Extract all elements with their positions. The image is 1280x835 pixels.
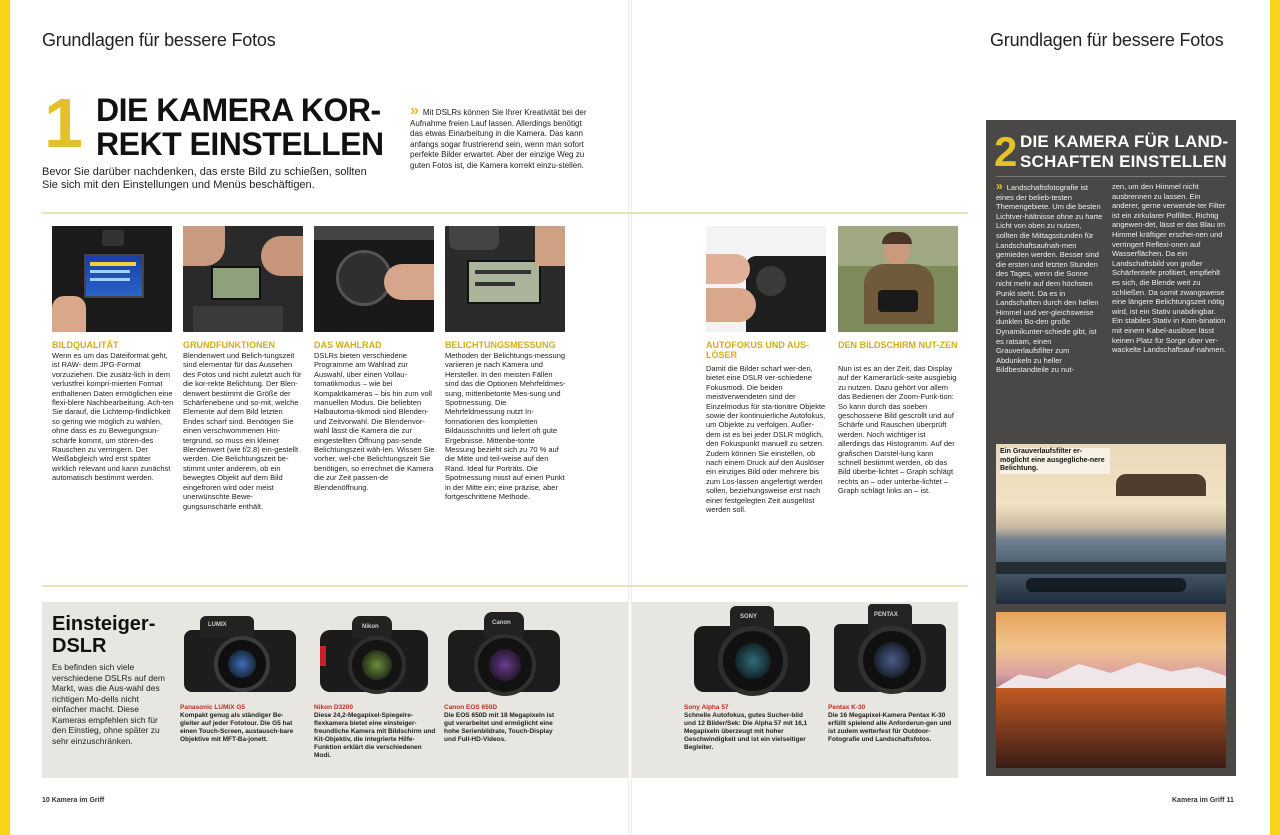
camera-image-pentax: [830, 600, 950, 698]
section1-title-line1: DIE KAMERA KOR-: [96, 92, 381, 128]
section1-sidebar-text: Mit DSLRs können Sie Ihrer Kreativität bei der Aufnahme freien Lauf lassen. Allerdings benötigt das etwas Einarbeitung in die Kamera. Das kann anfangs sogar frustrierend sein, wenn man sofort perfekte Bilder erwartet. Aber der einzige Weg zu guten Fotos ist, die Kamera korrekt einzu-stellen.: [410, 108, 587, 170]
camera-name: Pentax K-30: [828, 704, 866, 711]
camera-caption-pentax: [828, 704, 954, 744]
chevron-quote-icon: »: [410, 102, 419, 119]
camera-name: Canon EOS 650D: [444, 704, 498, 711]
bottom-divider: [42, 585, 968, 587]
camera-brand-label: Nikon: [362, 624, 379, 630]
column-body-grundfunktionen: Blendenwert und Belich-tungszeit sind elementar für das Aussehen des Fotos und nicht zuletzt auch für die kor-rekte Belichtung. Der Blen-denwert bestimmt die Größe der Schärfenebene und so-mit, welche Elemente auf dem Bild letzten Endes scharf sind. Benötigen Sie einen verschwommenen Hin-tergrund, so muss ein kleiner Blendenwert (wie f/2.8) ein-gestellt werden. Die Belichtungszeit be-stimmt unter anderem, ob ein bewegtes Objekt auf dem Bild eingefroren wird oder meist unerwünschte Bewe-gungsunschärfe enthält.: [183, 351, 302, 511]
camera-caption-canon: [444, 704, 566, 744]
section-number-2: 2: [994, 128, 1018, 175]
camera-image-nikon: [314, 612, 434, 698]
column-body-belichtungsmessung: Methoden der Belichtungs-messung variieren je nach Kamera und Hersteller. In den meisten Fällen sind das die Optionen Mehrfeldmes-sung, mittenbetonte Mes-sung und Spotmessung. Die Mehrfeldmessung nutzt In-formationen des kompletten Bildausschnitts und liefert oft gute Ergebnisse. Mittenbe-tonte Messung bezieht sich zu 70 % auf die Mitte und teil-weise auf den Rand. Ideal für Porträts. Die Spotmessung misst auf einen Punkt in der Mitte ein; eine präzise, aber fortgeschrittene Methode.: [445, 351, 566, 502]
right-page-edge: [1270, 0, 1280, 835]
photo-camera-top-display: [183, 226, 303, 332]
photo-man-with-camera: [838, 226, 958, 332]
camera-image-sony: [692, 602, 812, 698]
camera-brand-label: PENTAX: [874, 612, 898, 618]
column-title-wahlrad: DAS WAHLRAD: [314, 340, 382, 350]
photo-autofocus-button: [706, 226, 826, 332]
dslr-band-title-line1: Einsteiger-: [52, 613, 156, 635]
section2-column-1-text: Landschaftsfotografie ist eines der belieb-testen Themengebiete. Um die besten Lichtver-hältnisse ohne zu harte Licht von oben zu nutzen, sollten die Mittagsstunden für Landschaftsaufnah-men gemieden werden. Besser sind die ersten und letzten Stunden des Tages, wenn die Sonne nicht mehr auf dem höchsten Punkt steht. Da es in Landschaften durch den hellen Himmel und ver-gleichsweise dunklen Bo-den große Dynamikunter-schiede gibt, ist es ratsam, einen Grauverlaufsfilter zum Abdunkeln zu heller Bildbestandteile zu nut-: [996, 183, 1103, 375]
camera-caption-panasonic: [180, 704, 302, 744]
camera-name: Sony Alpha 57: [684, 704, 729, 711]
left-page-footer: 10 Kamera im Griff: [42, 797, 105, 804]
dslr-band-intro: Es befinden sich viele verschiedene DSLRs auf dem Markt, was die Aus-wahl des richtigen Mo-dells nicht einfacher macht. Diese Kameras empfehlen sich für den Einstieg, ohne später zu sehr einzuschränken.: [52, 662, 165, 746]
photo-seaside-castle: [996, 444, 1226, 604]
column-title-bildschirm: DEN BILDSCHIRM NUT-ZEN: [838, 340, 958, 350]
landscape-settings-box: [986, 120, 1236, 776]
column-title-grundfunktionen: GRUNDFUNKTIONEN: [183, 340, 275, 350]
dslr-band-title-line2: DSLR: [52, 635, 107, 657]
left-running-header: Grundlagen für bessere Fotos: [42, 30, 276, 50]
camera-description: Schnelle Autofokus, gutes Sucher-bild und 12 Bilder/Sek: Die Alpha 57 mit 16,1 Megapixeln überzeugt mit hoher Geschwindigkeit und ist ein vielseitiger Begleiter.: [684, 712, 808, 751]
camera-name: Nikon D3200: [314, 704, 354, 711]
column-body-wahlrad: DSLRs bieten verschiedene Programme am Wahlrad zur Auswahl, über einen Vollau-tomatikmodus – wie bei Kompaktkameras – bis hin zum voll manuellen Modus. Die beliebten Halbautoma-tikmodi sind Blenden- und Zeitvorwahl. Die Blendenvor-wahl lässt die Kamera die zur eingestellten Öffnung pas-sende Belichtungszeit wäh-len. Wissen Sie vorher, wel-che Belichtungszeit Sie benötigen, so errechnet die Kamera die zur Zeit passen-de Blendenöffnung.: [314, 351, 435, 492]
camera-name: Panasonic LUMIX G5: [180, 704, 246, 711]
camera-caption-nikon: [314, 704, 436, 760]
camera-description: Die EOS 650D mit 18 Megapixeln ist gut verarbeitet und ermöglicht eine hohe Serienbildrate, Touch-Display und Full-HD-Videos.: [444, 712, 555, 743]
camera-description: Diese 24,2-Megapixel-Spiegelre-flexkamera bietet eine einsteiger-freundliche Kamera mit Bildschirm und Kit-Objektiv, die integrierte Hilfe-Funktion erklärt die verschiedenen Modi.: [314, 712, 436, 759]
section2-title-line1: DIE KAMERA FÜR LAND-: [1020, 132, 1229, 151]
section2-divider: [996, 176, 1226, 177]
seaside-photo-caption: Ein Grauverlaufsfilter er-möglicht eine ausgegliche-nere Belichtung.: [1000, 448, 1110, 474]
section2-column-1: [996, 179, 1104, 375]
photo-mountain-sunset: [996, 612, 1226, 768]
camera-description: Die 16 Megapixel-Kamera Pentax K-30 erfüllt spielend alle Anforderun-gen und ist zudem wetterfest für Outdoor-Fotografie und Landschaftsfotos.: [828, 712, 952, 743]
camera-image-canon: [444, 606, 564, 698]
camera-brand-label: SONY: [740, 614, 758, 620]
section2-title-line2: SCHAFTEN EINSTELLEN: [1020, 152, 1227, 171]
column-body-bildschirm: Nun ist es an der Zeit, das Display auf der Kamerarück-seite ausgiebig zu nutzen. Dazu gehört vor allem das Bedienen der Zoom-Funk-tion: So kann durch das soeben geschossene Bild gescrollt und auf Schärfe und Rauschen überprüft werden. Noch wichtiger ist allerdings das Histogramm. Auf der grafischen Darstel-lung kann schnell bestimmt werden, ob das Bild überbe-lichtet – Graph schlägt rechts an – oder unterbe-lichtet – Graph schlägt links an – ist.: [838, 364, 957, 496]
camera-brand-label: LUMIX: [208, 622, 227, 628]
top-divider: [42, 212, 968, 214]
section1-intro: Bevor Sie darüber nachdenken, das erste Bild zu schießen, sollten Sie sich mit den Einstellungen und Menüs beschäftigen.: [42, 166, 367, 191]
left-page-edge: [0, 0, 10, 835]
section1-sidebar: [410, 102, 592, 171]
photo-camera-menu: [52, 226, 172, 332]
camera-brand-label: Canon: [492, 620, 511, 626]
camera-image-panasonic: [180, 612, 300, 698]
column-body-autofokus: Damit die Bilder scharf wer-den, bietet eine DSLR ver-schiedene Fokusmodi. Die beiden meistverwendeten sind der Einzelmodus für sta-tionäre Objekte sowie der kontinuierliche Autofokus, um Objekte zu verfolgen. Außer-dem ist es bei jeder DSLR möglich, den Fokuspunkt manuell zu setzen. Zudem können Sie einstellen, ob nach einem Druck auf den Auslöser ein einziges Bild oder mehrere bis zum Los-lassen angefertigt werden sollen, beziehungsweise erst nach einer festgelegten Zeit ausgelöst werden soll.: [706, 364, 826, 515]
section-number-1: 1: [44, 84, 83, 162]
camera-description: Kompakt genug als ständiger Be-gleiter auf jeder Fototour. Die G5 hat einen Touch-Screen, austausch-bare Objektive mit MFT-Ba-jonett.: [180, 712, 294, 743]
photo-mode-dial: [314, 226, 434, 332]
column-title-bildqualitaet: BILDQUALITÄT: [52, 340, 119, 350]
column-title-belichtungsmessung: BELICHTUNGSMESSUNG: [445, 340, 556, 350]
column-title-autofokus: AUTOFOKUS UND AUS-LÖSER: [706, 340, 809, 360]
column-body-bildqualitaet: Wenn es um das Dateiformat geht, ist RAW- dem JPG-Format vorzuziehen. Die zusätz-lich in dem verlustfrei kompri-mierten Format enthaltenen Daten ermöglichen eine flexi-blere Nachbearbeitung. Ach-ten Sie darauf, die Lichtemp-findlichkeit so gering wie möglich zu wählen, ohne dass es zu Bewegungsun-schärfe kommt, um stören-des Rauschen zu verringern. Der Weißabgleich wird erst später wirklich relevant und kann zunächst automatisch bestimmt werden.: [52, 351, 174, 483]
section1-title-line2: REKT EINSTELLEN: [96, 126, 384, 162]
right-page-footer: Kamera im Griff 11: [1172, 797, 1234, 804]
section2-column-2: zen, um den Himmel nicht ausbrennen zu lassen. Ein anderer, gerne verwende-ter Filter ist ein zirkularer Polfilter. Richtig angewen-det, lässt er das Blau im Himmel kräftiger erschei-nen und verringert Reflexi-onen auf Wasserflächen. Da ein Landschaftsbild von großer Schärfentiefe profitiert, empfiehlt es sich, die Blende weit zu schließen. Da somit zwangsweise eine längere Belichtungszeit nötig wird, ist ein Stativ unabdingbar. Ein stabiles Stativ in Kom-bination mit einem Kabel-auslöser lässt keinen Platz für Sorge über ver-wackelte Landschaftsauf-nahmen.: [1112, 182, 1226, 355]
photo-metering-display: [445, 226, 565, 332]
camera-caption-sony: [684, 704, 812, 752]
chevron-quote-icon: »: [996, 179, 1003, 193]
right-running-header: Grundlagen für bessere Fotos: [990, 30, 1224, 50]
